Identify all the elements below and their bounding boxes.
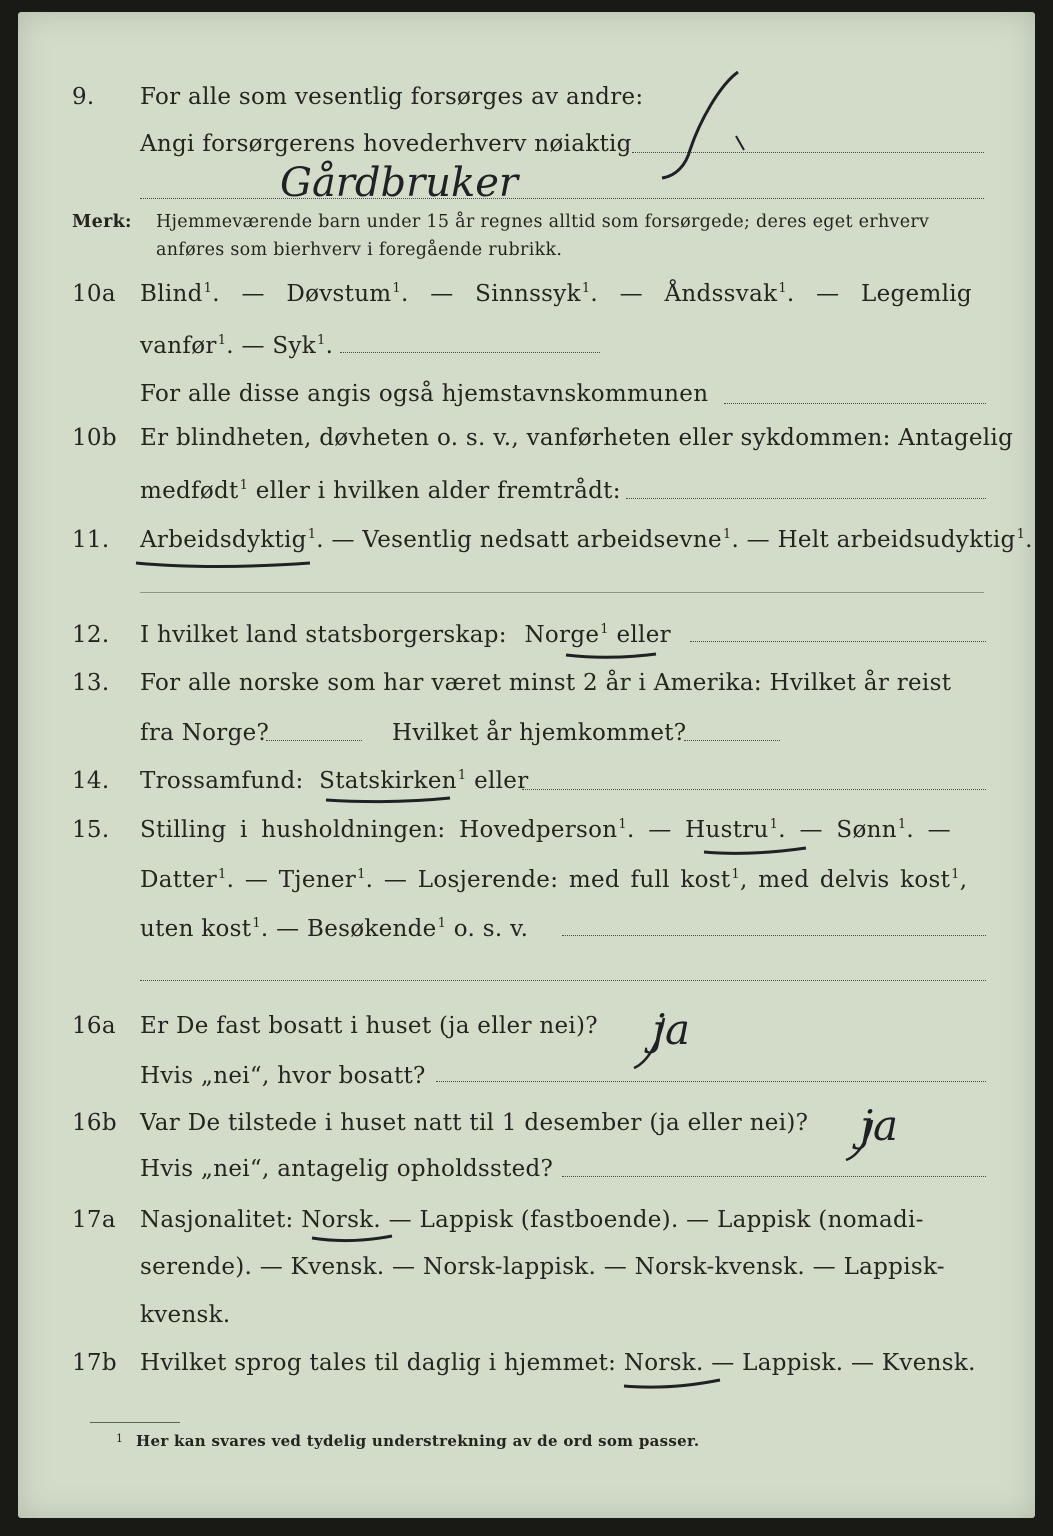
q16a-answer: ja	[652, 1005, 691, 1054]
q13-row-1	[0, 670, 1053, 720]
q16a-answer-line	[436, 1081, 986, 1082]
merk-label: Merk:	[72, 212, 132, 232]
q12-row	[0, 622, 1053, 672]
q15-answer-line-2	[140, 980, 986, 981]
merk-text-2: anføres som bierhverv i foregående rubrikk.	[156, 240, 563, 260]
q11-answer-line	[140, 592, 984, 593]
q15-answer-line-1	[562, 935, 986, 936]
footnote-rule	[90, 1422, 180, 1423]
q10a-answer-line	[340, 352, 600, 353]
q16b-row-2	[0, 1156, 1053, 1206]
q10b-text-2: medfødt$^1$ eller i hvilken alder fremtrådt:	[140, 478, 621, 504]
q16b-text-2: Hvis „nei“, antagelig opholdssted?	[140, 1156, 554, 1182]
merk-text-1: Hjemmeværende barn under 15 år regnes alltid som forsørgede; deres eget erhverv	[156, 212, 930, 232]
footnote-mark: 1	[116, 1432, 124, 1445]
q9-answer-line-1	[632, 152, 984, 153]
q13-text-3: Hvilket år hjemkommet?	[392, 720, 687, 746]
q17b-number: 17b	[72, 1350, 117, 1376]
q10b-number: 10b	[72, 425, 117, 451]
q9-text-2: Angi forsørgerens hovederhverv nøiaktig	[140, 131, 632, 157]
q16a-row-2	[0, 1063, 1053, 1113]
q16b-row-1	[0, 1110, 1053, 1160]
q16a-row-1	[0, 1013, 1053, 1063]
footnote-row	[0, 1432, 1053, 1482]
q15-text-2: Datter$^1$. — Tjener$^1$. — Losjerende: med full kost$^1$, med delvis kost$^1$,	[140, 867, 968, 893]
q9-answer-line-2	[140, 198, 984, 199]
q9-answer: Gårdbruker	[280, 160, 519, 206]
q13-left-year-line	[266, 740, 362, 741]
q11-number: 11.	[72, 527, 110, 553]
q10a-home-line	[724, 403, 986, 404]
q9-text-1: For alle som vesentlig forsørges av andre:	[140, 84, 644, 110]
q16a-text-1: Er De fast bosatt i huset (ja eller nei)?	[140, 1013, 598, 1039]
q10a-conditions: Blind$^1$. — Døvstum$^1$. — Sinnssyk$^1$. — Åndssvak$^1$. — Legemlig	[140, 281, 972, 307]
q12-number: 12.	[72, 622, 110, 648]
q14-answer-line	[522, 789, 986, 790]
q11-row	[0, 527, 1053, 577]
q13-text-2: fra Norge?	[140, 720, 270, 746]
q17a-row-3	[0, 1302, 1053, 1352]
q15-row-2	[0, 867, 1053, 917]
q16b-answer: ja	[860, 1101, 899, 1150]
q10a-row-1	[0, 281, 1053, 331]
q13-return-year-line	[684, 740, 780, 741]
q9-row-1	[0, 84, 1053, 134]
q10a-row-3	[0, 381, 1053, 431]
q15-text-1: Stilling i husholdningen: Hovedperson$^1$. — Hustru$^1$. — Sønn$^1$. —	[140, 817, 951, 843]
q10a-text-3: For alle disse angis også hjemstavnskommunen	[140, 381, 709, 407]
q16b-answer-line	[562, 1176, 986, 1177]
q15-number: 15.	[72, 817, 110, 843]
q10b-text-1: Er blindheten, døvheten o. s. v., vanførheten eller sykdommen: Antagelig	[140, 425, 1014, 451]
q17a-number: 17a	[72, 1207, 116, 1233]
q17a-text-2: serende). — Kvensk. — Norsk-lappisk. — Norsk-kvensk. — Lappisk-	[140, 1254, 945, 1280]
q13-number: 13.	[72, 670, 110, 696]
q11-options: Arbeidsdyktig$^1$. — Vesentlig nedsatt arbeidsevne$^1$. — Helt arbeidsudyktig$^1$.	[140, 527, 1033, 553]
q16a-number: 16a	[72, 1013, 116, 1039]
q15-row-3	[0, 916, 1053, 966]
q12-text: I hvilket land statsborgerskap: Norge$^1$ eller	[140, 622, 671, 648]
q15-row-1	[0, 817, 1053, 867]
q10a-number: 10a	[72, 281, 116, 307]
q17b-text: Hvilket sprog tales til daglig i hjemmet: Norsk. — Lappisk. — Kvensk.	[140, 1350, 976, 1376]
q16b-text-1: Var De tilstede i huset natt til 1 desember (ja eller nei)?	[140, 1110, 809, 1136]
q17a-row-1	[0, 1207, 1053, 1257]
q17a-text-3: kvensk.	[140, 1302, 231, 1328]
q16a-text-2: Hvis „nei“, hvor bosatt?	[140, 1063, 426, 1089]
q16b-number: 16b	[72, 1110, 117, 1136]
q9-number: 9.	[72, 84, 95, 110]
q10a-vanfor: vanfør$^1$. — Syk$^1$.	[140, 333, 334, 359]
q10b-row-1	[0, 425, 1053, 475]
q17a-row-2	[0, 1254, 1053, 1304]
q15-text-3: uten kost$^1$. — Besøkende$^1$ o. s. v.	[140, 916, 529, 942]
footnote-text: Her kan svares ved tydelig understrekning av de ord som passer.	[136, 1432, 700, 1450]
q14-row	[0, 768, 1053, 818]
q14-number: 14.	[72, 768, 110, 794]
q13-row-2	[0, 720, 1053, 770]
q13-text-1: For alle norske som har været minst 2 år i Amerika: Hvilket år reist	[140, 670, 952, 696]
q10b-answer-line	[626, 498, 986, 499]
q10a-row-2	[0, 333, 1053, 383]
q10b-row-2	[0, 478, 1053, 528]
q12-answer-line	[690, 641, 986, 642]
q14-text: Trossamfund: Statskirken$^1$ eller	[140, 768, 529, 794]
q9-row-2	[0, 131, 1053, 181]
q17b-row	[0, 1350, 1053, 1400]
q17a-text-1: Nasjonalitet: Norsk. — Lappisk (fastboende). — Lappisk (nomadi-	[140, 1207, 924, 1233]
